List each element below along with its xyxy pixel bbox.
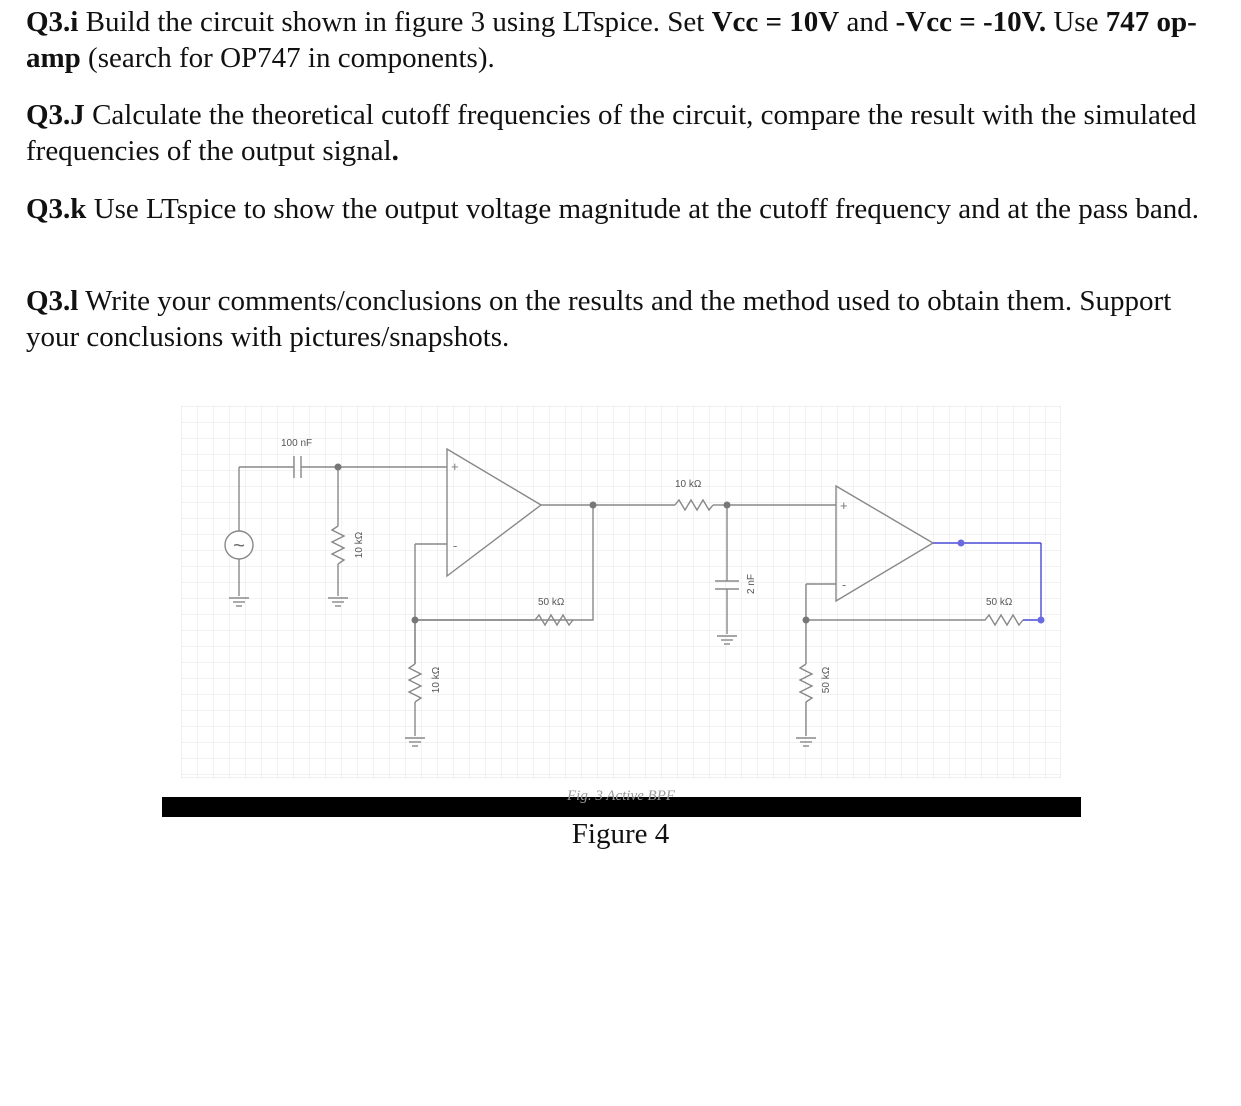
q-text: and: [839, 6, 896, 38]
opamp1-plus: +: [451, 459, 459, 474]
q-text: (search for OP747 in components).: [80, 42, 495, 74]
q-text: Write your comments/conclusions on the results and the method used to obtain them. Support your conclusions with pictures/snapshots.: [26, 285, 1172, 353]
q-text: Use: [1046, 6, 1106, 38]
c1-label: 100 nF: [281, 438, 313, 449]
q-label: Q3.k: [26, 193, 87, 225]
figure-caption: Figure 4: [571, 818, 670, 850]
q-label: Q3.l: [26, 285, 79, 317]
q-text: Calculate the theoretical cutoff frequencies of the circuit, compare the result with the simulated frequencies of the output signal: [26, 99, 1197, 167]
r2-label: 10 kΩ: [675, 479, 702, 490]
r1-label: 10 kΩ: [354, 531, 365, 559]
r6-label: 50 kΩ: [986, 597, 1013, 608]
q-text: Use LTspice to show the output voltage magnitude at the cutoff frequency and at the pass band.: [86, 193, 1200, 225]
ac-source-symbol: ~: [233, 535, 245, 557]
r3-label: 50 kΩ: [538, 597, 565, 608]
c2-label: 2 nF: [746, 573, 757, 595]
question-3j: [26, 97, 1216, 169]
opamp-name: 747 op-amp: [26, 6, 1197, 74]
q-label: Q3.i: [26, 6, 79, 38]
opamp2-minus: -: [842, 577, 847, 592]
neg-vcc-value: -Vcc = -10V.: [895, 6, 1047, 38]
question-3l: [26, 283, 1216, 355]
vcc-value: Vcc = 10V: [711, 6, 840, 38]
figure-overlap-caption: Fig. 3 Active BPF: [567, 788, 676, 804]
q-label: Q3.J: [26, 99, 85, 131]
q-text: Build the circuit shown in figure 3 using LTspice. Set: [78, 6, 712, 38]
question-3i: [26, 4, 1216, 76]
circuit-diagram: [181, 406, 1061, 778]
opamp1-minus: -: [453, 538, 458, 553]
question-3k: [26, 191, 1216, 227]
r5-label: 50 kΩ: [821, 666, 832, 694]
q-end: .: [391, 135, 399, 167]
opamp2-plus: +: [840, 498, 848, 513]
r4-label: 10 kΩ: [431, 666, 442, 694]
